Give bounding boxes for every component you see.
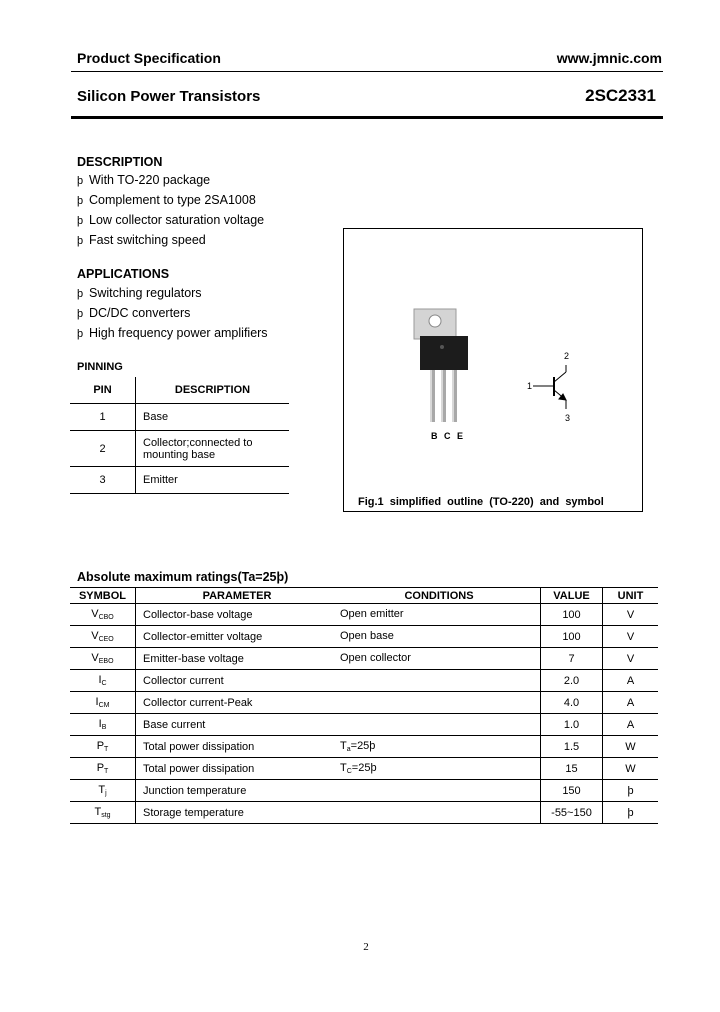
bullet-glyph: þ [77, 175, 84, 187]
title-rule [71, 116, 663, 119]
table-row [70, 758, 658, 780]
symbol-subscript: C [101, 680, 107, 687]
conditions-cell [338, 780, 541, 802]
symbol-cell [70, 780, 136, 802]
bullet-glyph: þ [77, 288, 84, 300]
unit-cell: W [603, 758, 659, 780]
column-header-value: VALUE [541, 588, 603, 604]
conditions-cell [338, 802, 541, 824]
symbol-main: T [94, 806, 102, 818]
table-row [70, 604, 658, 626]
table-row [70, 431, 289, 467]
condition-main: Open emitter [340, 608, 404, 620]
symbol-main: I [98, 718, 102, 730]
npn-transistor-symbol [533, 365, 566, 409]
parameter-cell: Collector current-Peak [136, 692, 339, 714]
condition-rest: =25þ [350, 740, 376, 752]
symbol-cell [70, 758, 136, 780]
table-row [70, 670, 658, 692]
pin-description-line: Collector;connected to [143, 436, 253, 449]
package-outline-figure [344, 229, 642, 511]
list-item [77, 211, 264, 231]
symbol-cell [70, 604, 136, 626]
pin-number: 3 [70, 467, 136, 494]
list-item [77, 284, 268, 304]
to220-package-image [414, 309, 468, 422]
table-header-row [70, 588, 658, 604]
bullet-glyph: þ [77, 215, 84, 227]
condition-main: Open collector [340, 652, 411, 664]
pin-number: 2 [70, 431, 136, 467]
ratings-table [70, 587, 658, 824]
lead-labels: B C E [431, 431, 466, 441]
symbol-cell [70, 692, 136, 714]
symbol-pin-collector: 2 [564, 351, 570, 361]
table-row [70, 404, 289, 431]
unit-cell: A [603, 692, 659, 714]
conditions-cell [338, 626, 541, 648]
conditions-cell [338, 670, 541, 692]
pin-description: Base [136, 404, 290, 431]
column-header-unit: UNIT [603, 588, 659, 604]
condition-main: Open base [340, 630, 394, 642]
pinning-heading: PINNING [77, 361, 123, 373]
list-item-text: Complement to type 2SA1008 [89, 193, 256, 207]
symbol-pin-emitter: 3 [565, 413, 571, 423]
symbol-main: P [96, 740, 105, 752]
parameter-cell: Total power dissipation [136, 736, 339, 758]
list-item [77, 191, 264, 211]
column-header-symbol: SYMBOL [70, 588, 136, 604]
column-header-parameter: PARAMETER [136, 588, 339, 604]
ratings-heading: Absolute maximum ratings(Ta=25þ) [77, 570, 289, 584]
conditions-cell [338, 758, 541, 780]
parameter-cell: Total power dissipation [136, 758, 339, 780]
table-row [70, 736, 658, 758]
condition-rest: =25þ [351, 762, 377, 774]
conditions-cell [338, 692, 541, 714]
description-heading: DESCRIPTION [77, 155, 163, 169]
symbol-main: V [91, 652, 99, 664]
value-cell: 150 [541, 780, 603, 802]
pinning-table [70, 377, 289, 494]
conditions-cell [338, 736, 541, 758]
bullet-glyph: þ [77, 308, 84, 320]
symbol-main: T [98, 784, 106, 796]
unit-cell: V [603, 604, 659, 626]
symbol-subscript: stg [101, 812, 111, 819]
value-cell: 1.5 [541, 736, 603, 758]
list-item-text: DC/DC converters [89, 306, 191, 320]
symbol-subscript: T [104, 768, 109, 775]
value-cell: 2.0 [541, 670, 603, 692]
unit-cell: V [603, 648, 659, 670]
figure-box [343, 228, 643, 512]
unit-cell: A [603, 670, 659, 692]
applications-heading: APPLICATIONS [77, 267, 170, 281]
value-cell: -55~150 [541, 802, 603, 824]
value-cell: 7 [541, 648, 603, 670]
column-header-description: DESCRIPTION [136, 377, 290, 404]
table-row [70, 780, 658, 802]
value-cell: 100 [541, 626, 603, 648]
bullet-glyph: þ [77, 235, 84, 247]
list-item-text: High frequency power amplifiers [89, 326, 268, 340]
description-list [77, 171, 264, 251]
symbol-subscript: B [101, 724, 107, 731]
symbol-pin-base: 1 [527, 381, 533, 391]
list-item-text: With TO-220 package [89, 173, 211, 187]
symbol-main: I [95, 696, 99, 708]
symbol-subscript: T [104, 746, 109, 753]
parameter-cell: Base current [136, 714, 339, 736]
parameter-cell: Collector current [136, 670, 339, 692]
bullet-glyph: þ [77, 195, 84, 207]
condition-main: T [340, 740, 347, 752]
value-cell: 1.0 [541, 714, 603, 736]
symbol-cell [70, 714, 136, 736]
parameter-cell: Collector-emitter voltage [136, 626, 339, 648]
condition-subscript: C [346, 768, 352, 775]
unit-cell: A [603, 714, 659, 736]
symbol-main: V [91, 608, 99, 620]
table-row [70, 648, 658, 670]
header-left: Product Specification [77, 50, 221, 66]
condition-subscript: a [346, 746, 351, 753]
table-row [70, 626, 658, 648]
symbol-subscript: EBO [98, 658, 114, 665]
list-item [77, 231, 264, 251]
pin-description-line: mounting base [143, 448, 216, 461]
column-header-pin: PIN [70, 377, 136, 404]
parameter-cell: Junction temperature [136, 780, 339, 802]
symbol-subscript: CM [98, 702, 110, 709]
symbol-main: V [91, 630, 99, 642]
conditions-cell [338, 648, 541, 670]
header-website: www.jmnic.com [556, 50, 662, 66]
value-cell: 15 [541, 758, 603, 780]
symbol-subscript: CEO [98, 636, 114, 643]
unit-cell: W [603, 736, 659, 758]
value-cell: 4.0 [541, 692, 603, 714]
table-row [70, 467, 289, 494]
pin-description: Emitter [136, 467, 290, 494]
symbol-cell [70, 626, 136, 648]
unit-cell: þ [603, 780, 659, 802]
list-item-text: Fast switching speed [89, 233, 206, 247]
symbol-cell [70, 648, 136, 670]
symbol-subscript: j [105, 790, 107, 797]
unit-cell: þ [603, 802, 659, 824]
list-item-text: Switching regulators [89, 286, 202, 300]
parameter-cell: Collector-base voltage [136, 604, 339, 626]
symbol-main: P [96, 762, 105, 774]
pin-description [136, 431, 290, 467]
header-rule [71, 71, 663, 72]
symbol-cell [70, 670, 136, 692]
pin-number: 1 [70, 404, 136, 431]
condition-main: T [340, 762, 347, 774]
symbol-cell [70, 736, 136, 758]
bullet-glyph: þ [77, 328, 84, 340]
conditions-cell [338, 714, 541, 736]
list-item-text: Low collector saturation voltage [89, 213, 265, 227]
column-header-conditions: CONDITIONS [338, 588, 541, 604]
parameter-cell: Emitter-base voltage [136, 648, 339, 670]
list-item [77, 171, 264, 191]
table-header-row [70, 377, 289, 404]
applications-list [77, 284, 268, 344]
table-row [70, 692, 658, 714]
parameter-cell: Storage temperature [136, 802, 339, 824]
part-number: 2SC2331 [585, 86, 656, 105]
symbol-subscript: CBO [98, 614, 114, 621]
unit-cell: V [603, 626, 659, 648]
page-number: 2 [363, 941, 369, 953]
conditions-cell [338, 604, 541, 626]
table-row [70, 714, 658, 736]
document-title: Silicon Power Transistors [77, 88, 261, 105]
figure-caption: Fig.1 simplified outline (TO-220) and symbol [358, 496, 604, 508]
symbol-main: I [98, 674, 102, 686]
list-item [77, 304, 268, 324]
list-item [77, 324, 268, 344]
table-row [70, 802, 658, 824]
symbol-cell [70, 802, 136, 824]
value-cell: 100 [541, 604, 603, 626]
